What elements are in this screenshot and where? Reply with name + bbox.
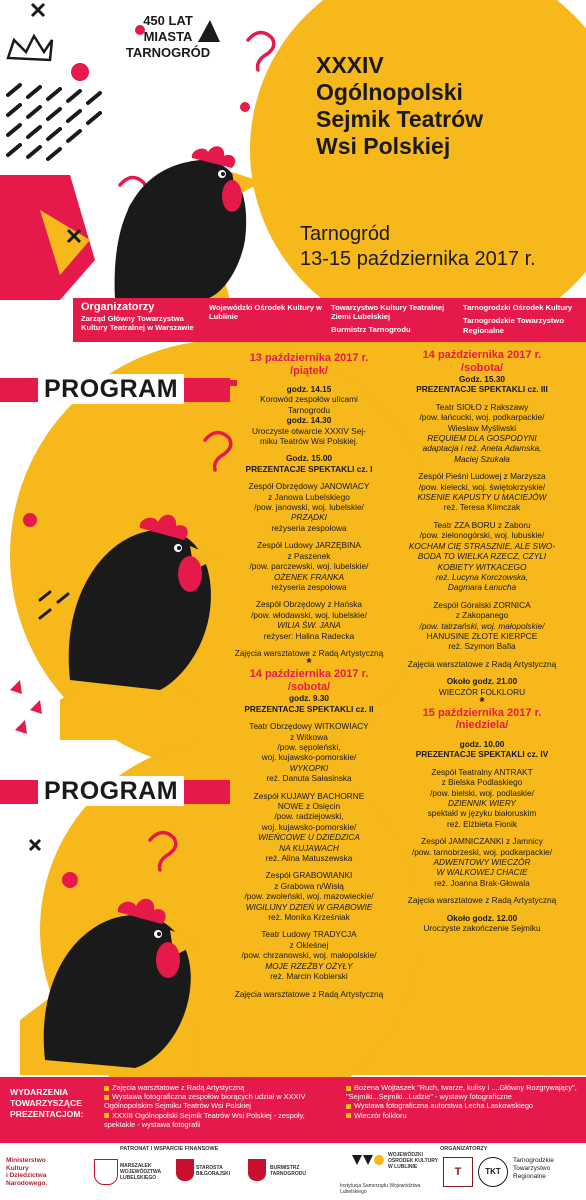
program-line: Zespół JAMNICZANKI z Jamnicy xyxy=(421,836,543,847)
program-line: Teatr Ludowy TRADYCJA xyxy=(261,929,357,940)
program-line: /pow. radziejowski, xyxy=(274,811,344,822)
wok-icon xyxy=(352,1153,386,1167)
spacer xyxy=(393,732,571,739)
top-yellow-circle xyxy=(250,0,586,340)
program-line: WIGILIJNY DZIEŃ W GRABOWIE xyxy=(245,901,373,912)
program-line: /pow. łańcucki, woj. podkarpackie/ xyxy=(419,412,545,423)
program-line: /pow. janowski, woj. lubelskie/ xyxy=(254,502,364,513)
spacer xyxy=(393,395,571,402)
program-column-right xyxy=(393,349,571,933)
program-line: PREZENTACJE SPEKTAKLI cz. I xyxy=(245,463,373,474)
title-line: XXXIV xyxy=(316,52,384,78)
crest-icon xyxy=(94,1159,118,1185)
program-line: z Janowa Lubelskiego xyxy=(268,491,350,502)
event-item: Zajęcia warsztatowe z Radą Artystyczną xyxy=(104,1083,336,1092)
burmistrz-logo: BURMISTRZ TARNOGRODU xyxy=(270,1165,307,1177)
program-line: Zespół KUJAWY BACHORNE xyxy=(253,790,365,801)
program-line: godz. 14.30 xyxy=(286,415,332,426)
program-line: reż. Alina Matuszewska xyxy=(265,853,353,864)
spacer xyxy=(393,652,571,659)
program-line: Około godz. 21.00 xyxy=(446,676,518,687)
dates: 13-15 października 2017 r. xyxy=(300,248,536,270)
spacer xyxy=(393,513,571,520)
program-line: Zajęcia warsztatowe z Radą Artystyczną xyxy=(234,988,384,999)
program-line: Godz. 15.30 xyxy=(458,374,506,384)
program-line: z Zakopanego xyxy=(455,610,509,621)
program-line: godz. 14.15 xyxy=(286,384,332,394)
program-line: WIEŃCOWE U DZIEDZICA xyxy=(258,832,360,843)
place-and-dates xyxy=(300,222,585,272)
program-line: MOJE RZEŹBY OŻYŁY xyxy=(265,960,353,971)
program-line: reżyser: Halina Radecka xyxy=(263,630,355,641)
program-line: godz. 9.30 xyxy=(288,693,330,704)
event-item: Bożena Wojtaszek "Ruch, twarze, kulisy i ....Główny Rozgrywający", "Sejmiki...Sejmiki...Ludzie" - wystawy fotograficzne xyxy=(346,1083,577,1102)
program-line: KOCHAM CIĘ STRASZNIE, ALE SWO- xyxy=(408,540,556,551)
program-line: WYKOPKI xyxy=(289,762,329,773)
organizer-burmistrz: Burmistrz Tarnogrodu xyxy=(331,324,411,334)
program-line: Uroczyste zakończenie Sejmiku xyxy=(423,923,541,934)
program-line: reż. Elżbieta Fionik xyxy=(446,818,518,829)
spacer xyxy=(234,474,384,481)
program-line: NA KUJAWACH xyxy=(279,842,339,853)
spacer xyxy=(234,863,384,870)
program-line: z Paszenek xyxy=(287,550,331,561)
tarnogrodzkie-logo: Tarnogrodzkie Towarzystwo Regionalne xyxy=(513,1157,554,1180)
program-date: 14 października 2017 r. xyxy=(422,349,542,361)
crest-icon xyxy=(176,1159,194,1181)
program-line: adaptacja i reż. Aneta Adamska, xyxy=(422,443,542,454)
program-heading: PROGRAM xyxy=(38,374,184,404)
program-line: PREZENTACJE SPEKTAKLI cz. III xyxy=(416,384,548,395)
events-bar xyxy=(0,1077,586,1143)
organizer-tktzl xyxy=(331,303,456,334)
program-date: 13 października 2017 r. xyxy=(249,352,369,364)
program-date: /piątek/ xyxy=(290,364,328,377)
program-line: reż. Danuta Sałasinska xyxy=(266,773,352,784)
program-line: Zajęcia warsztatowe z Radą Artystyczną xyxy=(407,895,557,906)
patronage-heading: PATRONAT I WSPARCIE FINANSOWE xyxy=(120,1146,219,1152)
program-line: Około godz. 12.00 xyxy=(446,912,518,923)
program-line: /pow. włodawski, woj. lubelskie/ xyxy=(251,609,367,620)
program-line: reż. Joanna Brak-Głowala xyxy=(434,877,530,888)
program-line: Teatr SIOŁO z Rakszawy xyxy=(435,401,529,412)
program-line: Zajęcia warsztatowe z Radą Artystyczną xyxy=(234,647,384,658)
starosta-logo: STAROSTA BIŁGORAJSKI xyxy=(196,1165,231,1177)
program-line: /pow. parczewski, woj. lubelskie/ xyxy=(249,561,369,572)
program-line: z Witkowa xyxy=(290,731,328,742)
event-item: XXXIII Ogólnopolski Sejmik Teatrów Wsi Polskiej - zespoły, spektakle - wystawa fotografii xyxy=(104,1110,305,1129)
marszalek-logo: MARSZAŁEK WOJEWÓDZTWA LUBELSKIEGO xyxy=(120,1163,161,1181)
festival-title xyxy=(316,52,581,160)
spacer xyxy=(393,829,571,836)
program-line: Zespół Obrzędowy JANOWIACY xyxy=(248,481,370,492)
organizers-main xyxy=(81,301,209,333)
program-line: Zespół GRABOWIANKI xyxy=(265,870,353,881)
title-line: Ogólnopolski xyxy=(316,79,463,105)
program-line: REQUIEM DLA GOSPODYNI xyxy=(427,433,537,444)
program-line: Uroczyste otwarcie XXXIV Sej- xyxy=(252,425,366,436)
program-line: PREZENTACJE SPEKTAKLI cz. II xyxy=(244,703,374,714)
event-item: Wystawa fotograficzna autorstwa Lecha Laskowskiego xyxy=(346,1101,582,1110)
spacer xyxy=(234,641,384,648)
program-line: reż. Monika Krześniak xyxy=(268,912,350,923)
program-line: Zespół Pieśni Ludowej z Marzysza xyxy=(418,471,546,482)
spacer xyxy=(234,592,384,599)
program-line: reż. Szymon Bafia xyxy=(448,641,516,652)
tkt-zl-logo-icon: T xyxy=(443,1157,473,1187)
organizer-tktzl-label: Towarzystwo Kultury Teatralnej Ziemi Lubelskiej xyxy=(331,303,445,322)
title-line: Sejmik Teatrów xyxy=(316,106,484,132)
program-line: PREZENTACJE SPEKTAKLI cz. IV xyxy=(415,749,549,760)
program-date: /niedziela/ xyxy=(455,719,509,732)
events-heading-line: WYDARZENIA xyxy=(10,1087,69,1097)
organizer-tok-label: Tarnogrodzki Ośrodek Kultury xyxy=(463,303,573,312)
question-mark xyxy=(248,32,274,70)
program-line: KISENIE KAPUSTY U MACIEJÓW xyxy=(417,492,547,503)
program-line: WIECZÓR FOLKLORU xyxy=(438,686,526,697)
program-line: woj. kujawsko-pomorskie/ xyxy=(261,752,357,763)
program-line: HANUSINE ZŁOTE KIERPCE xyxy=(426,630,538,641)
title-line: Wsi Polskiej xyxy=(316,133,451,159)
program-line: reż. Teresa Klimczak xyxy=(443,502,521,513)
spacer xyxy=(393,464,571,471)
spacer xyxy=(393,760,571,767)
program-line: NOWE z Osięcin xyxy=(277,801,341,811)
crown-icon xyxy=(8,36,52,60)
organizers-bar xyxy=(73,298,586,342)
program-date: /sobota/ xyxy=(460,361,504,374)
x-mark-icon xyxy=(32,4,44,16)
wok-logo: WOJEWÓDZKI OŚRODEK KULTURY W LUBLINIE xyxy=(388,1152,438,1170)
program-line: /pow. bielski, woj. podlaskie/ xyxy=(430,787,534,798)
program-line: reż. Marcin Kobierski xyxy=(270,971,348,982)
events-heading-line: TOWARZYSZĄCE xyxy=(10,1097,82,1108)
crest-icon xyxy=(248,1159,266,1181)
program-line: Zespół Góralski ZORNICA xyxy=(433,599,531,610)
program-line: woj. kujawsko-pomorskie/ xyxy=(261,821,357,832)
program-line: reż. Lucyna Korczowska, xyxy=(435,571,529,582)
program-line: ADWENTOWY WIECZÓR xyxy=(433,857,531,868)
spacer xyxy=(234,714,384,721)
anniversary-line: 450 LAT xyxy=(143,13,193,28)
spacer xyxy=(234,377,384,384)
rooster-illustration-top xyxy=(115,146,262,300)
program-line: /pow. tatrzański, woj. małopolskie/ xyxy=(419,620,545,631)
program-line: Zespół Teatralny ANTRAKT xyxy=(431,766,533,777)
program-line: * xyxy=(306,655,312,671)
event-item: Wieczór folkloru xyxy=(346,1111,582,1120)
program-date: 15 października 2017 r. xyxy=(422,706,542,719)
program-line: Godz. 15.00 xyxy=(285,453,333,464)
spacer xyxy=(393,888,571,895)
events-list-right xyxy=(346,1083,582,1120)
program-date: 14 października 2017 r. xyxy=(249,668,369,681)
organizers-footer-heading: ORGANIZATORZY xyxy=(440,1146,488,1152)
spacer xyxy=(234,446,384,453)
program-line: z Grabowa n/Wisłą xyxy=(274,880,344,891)
program-line: /pow. sępoleński, xyxy=(277,741,341,752)
program-line: Zajęcia warsztatowe z Radą Artystyczną xyxy=(407,658,557,669)
spacer xyxy=(234,922,384,929)
program-line: Wiesław Myśliwski xyxy=(447,422,517,433)
program-line: Teatr ZZA BORU z Zaboru xyxy=(433,519,531,530)
events-heading xyxy=(10,1087,100,1119)
spacer xyxy=(393,669,571,676)
spacer xyxy=(393,593,571,600)
organizer-wok: Wojewódzki Ośrodek Kultury w Lublinie xyxy=(209,303,322,322)
anniversary-line: TARNOGRÓD xyxy=(125,45,211,60)
organizer-ttr: Tarnogrodzkie Towarzystwo Regionalne xyxy=(463,316,564,335)
program-line: Teatr Obrzędowy WITKOWIACY xyxy=(249,721,369,732)
samorzad-text: Instytucja Samorządu Województwa Lubelskiego xyxy=(340,1183,421,1195)
spacer xyxy=(234,533,384,540)
spacer xyxy=(393,906,571,913)
program-line: Maciej Szukała xyxy=(454,453,510,464)
program-line: spektakl w języku białoruskim xyxy=(427,808,537,819)
program-line: Zespół Ludowy JARZĘBINA xyxy=(257,540,361,551)
dash-pattern xyxy=(8,85,100,159)
anniversary-text xyxy=(113,13,223,61)
program-line: reżyseria zespołowa xyxy=(271,581,347,592)
program-line: /pow. zielonogórski, woj. lubuskie/ xyxy=(419,530,545,541)
program-heading-2: PROGRAM xyxy=(38,776,184,806)
program-line: KOBIETY WITKACEGO xyxy=(437,561,527,572)
program-line: Dagmara Łanucha xyxy=(447,582,517,593)
program-line: Korowód zespołów ulicami xyxy=(260,394,358,405)
footer-logos xyxy=(0,1143,586,1200)
event-item: Wystawa fotograficzna zespołów biorących udział w XXXIV Ogólnopolskim Sejmiku Teatrów Wsi Polskiej xyxy=(104,1092,306,1111)
spacer xyxy=(234,784,384,791)
program-line: Tarnogrodu xyxy=(288,404,330,415)
program-line: BODA TO WIELKA RZECZ, CZYLI xyxy=(417,551,547,562)
program-line: godz. 10.00 xyxy=(459,738,505,749)
organizer-main: Zarząd Główny Towarzystwa Kultury Teatralnej w Warszawie xyxy=(81,314,194,333)
organizer-tok xyxy=(463,303,585,335)
program-line: * xyxy=(479,693,485,709)
program-line: PRZĄDKI xyxy=(291,512,327,523)
program-line: W WALKOWEJ CHACIE xyxy=(436,867,528,878)
ministry-logo: Ministerstwo Kultury i Dziedzictwa Narodowego. xyxy=(6,1157,48,1187)
program-line: /pow. tarnobrzeski, woj. podkarpackie/ xyxy=(411,846,553,857)
place: Tarnogród xyxy=(300,223,391,245)
program-line: z Bielska Podlaskiego xyxy=(441,777,523,788)
spacer xyxy=(234,982,384,989)
program-line: Zespół Obrzędowy z Hańska xyxy=(255,599,363,610)
events-heading-line: PREZENTACJOM: xyxy=(10,1108,84,1119)
program-line: OŻENEK FRANKA xyxy=(273,571,345,582)
program-date: /sobota/ xyxy=(287,680,331,693)
program-line: /pow. kielecki, woj. świętokrzyskie/ xyxy=(418,481,546,492)
program-line: reżyseria zespołowa xyxy=(271,522,347,533)
program-line: WILIA ŚW. JANA xyxy=(277,620,341,631)
program-column-left xyxy=(234,352,384,999)
program-line: z Okleśnej xyxy=(289,939,329,950)
events-list-left xyxy=(104,1083,336,1129)
program-line: /pow. zwoleński, woj. mazowieckie/ xyxy=(244,891,374,902)
anniversary-line: MIASTA xyxy=(143,29,193,44)
organizers-heading: Organizatorzy xyxy=(81,301,155,313)
tkt-logo: TKT xyxy=(478,1157,508,1187)
program-line: /pow. chrzanowski, woj. małopolskie/ xyxy=(241,950,377,961)
program-line: DZIENNIK WIERY xyxy=(448,798,516,808)
program-line: miku Teatrów Wsi Polskiej. xyxy=(259,436,359,447)
